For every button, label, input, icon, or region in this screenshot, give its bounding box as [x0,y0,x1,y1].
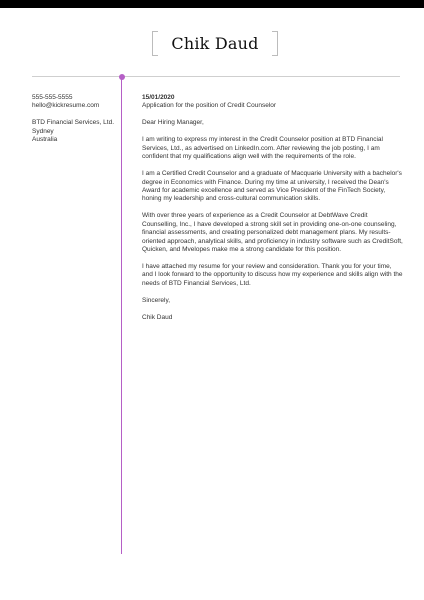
closing: Sincerely, [142,296,171,304]
letter-date: 15/01/2020 [142,94,175,101]
recipient-company: BTD Financial Services, Ltd. [32,119,115,127]
phone-number: 555-555-5555 [32,94,73,101]
salutation: Dear Hiring Manager, [142,119,204,127]
recipient-country: Australia [32,136,58,144]
horizontal-divider [32,76,400,77]
email-address: hello@kickresume.com [32,102,100,110]
letter-body [142,94,404,331]
name-header [152,31,278,56]
applicant-name: Chik Daud [171,34,259,53]
paragraph-intro: I am writing to express my interest in the Credit Counselor position at BTD Financial Services, Ltd., as advertised on LinkedIn.com. After reviewing the job posting, I am confident that my qualifications align well with the requirements of the role. [142,136,383,161]
signature: Chik Daud [142,313,173,321]
divider-dot [119,74,125,80]
vertical-divider [121,76,122,554]
top-bar [0,0,424,8]
letter-subject: Application for the position of Credit Counselor [142,102,277,110]
paragraph-education: I am a Certified Credit Counselor and a graduate of Macquarie University with a bachelor's degree in Economics with Finance. During my time at university, I received the Dean's Award for academic excellence and served as Vice President of the FinTech Society, honing my leadership and cross-cultural communication skills. [142,170,402,203]
contact-column [32,94,116,145]
recipient-city: Sydney [32,127,54,135]
paragraph-closing: I have attached my resume for your review and consideration. Thank you for your time, and I look forward to the opportunity to discuss how my experience and skills align with the needs of BTD Financial Services, Ltd. [142,263,403,287]
paragraph-experience: With over three years of experience as a Credit Counselor at DebtWave Credit Counselling, Inc., I have developed a strong skill set in providing one-on-one counseling, financial assessments, and creating personalized debt management plans. My results-oriented approach, analytical skills, and proficiency in industry software such as CreditSoft, Quicken, and Mvelopes make me a strong candidate for this position. [142,212,403,254]
